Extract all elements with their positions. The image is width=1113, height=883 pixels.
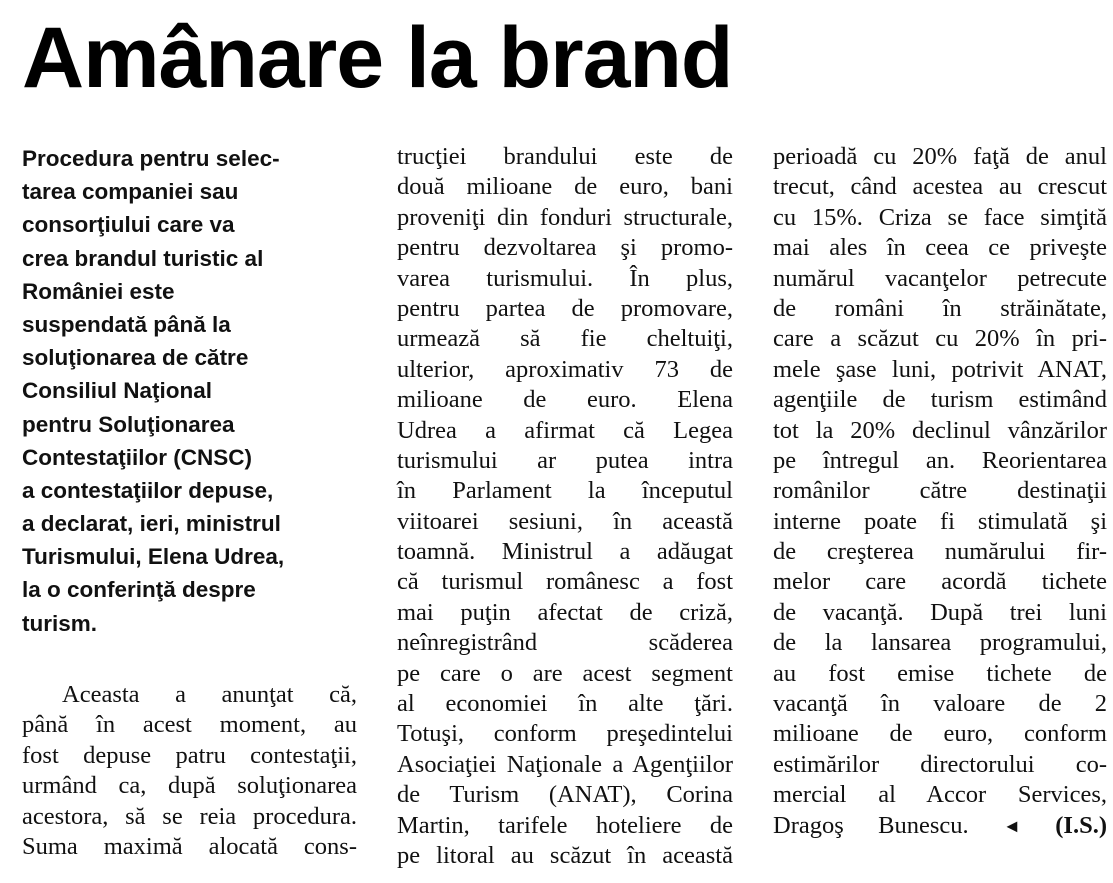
text-line: Asociaţiei Naţionale a Agenţiilor	[397, 750, 733, 778]
text-line: Consiliul Naţional	[22, 378, 213, 404]
text-line: consorţiului care va	[22, 212, 235, 238]
text-line: trecut, când acestea au crescut	[773, 173, 1107, 201]
text-line: până în acest moment, au	[22, 711, 357, 739]
text-line: în Parlament la începutul	[397, 477, 733, 505]
text-line: de români în străinătate,	[773, 294, 1107, 322]
text-line: toamnă. Ministrul a adăugat	[397, 538, 733, 566]
text-line: pe litoral au scăzut în această	[397, 841, 733, 869]
text-line: românilor către destinaţii	[773, 477, 1107, 505]
column-1-body	[22, 680, 357, 862]
text-line: agenţiile de turism estimând	[773, 386, 1107, 414]
text-line: mele şase luni, potrivit ANAT,	[773, 355, 1107, 383]
text-line: de la lansarea programului,	[773, 629, 1107, 657]
text-line: Udrea a afirmat că Legea	[397, 416, 733, 444]
text-line: Martin, tarifele hoteliere de	[397, 811, 733, 839]
text-line: crea brandul turistic al	[22, 245, 264, 271]
text-line: mai puţin afectat de criză,	[397, 598, 733, 626]
end-of-article-arrow-icon: ◄	[1003, 815, 1021, 836]
text-line: pentru Soluţionarea	[22, 411, 235, 437]
text-line: Aceasta a anunţat că,	[62, 681, 357, 708]
text-line: Suma maximă alocată cons-	[22, 832, 357, 860]
text-line: al economiei în alte ţări.	[397, 690, 733, 718]
text-line: viitoarei sesiuni, în această	[397, 507, 733, 535]
text-line: trucţiei brandului este de	[397, 143, 733, 170]
text-line: suspendată până la	[22, 311, 231, 337]
text-line: interne poate fi stimulată şi	[773, 507, 1107, 535]
text-line: Turismului, Elena Udrea,	[22, 544, 285, 570]
text-line: tarea companiei sau	[22, 179, 239, 205]
author-signature: (I.S.)	[1055, 811, 1107, 839]
text-line: vacanţă în valoare de 2	[773, 690, 1107, 718]
text-line: la o conferinţă despre	[22, 577, 256, 603]
text-line: de creşterea numărului fir-	[773, 538, 1107, 566]
lead-paragraph	[22, 142, 352, 640]
text-line: soluţionarea de către	[22, 345, 249, 371]
text-line: Totuşi, conform preşedintelui	[397, 720, 733, 748]
text-line: acestora, să se reia procedura.	[22, 802, 357, 830]
text-line: tot la 20% declinul vânzărilor	[773, 416, 1107, 444]
text-line: pe întregul an. Reorientarea	[773, 446, 1107, 474]
text-line: fost depuse patru contestaţii,	[22, 741, 357, 769]
text-line: estimărilor directorului co-	[773, 750, 1107, 778]
text-line: proveniţi din fonduri structurale,	[397, 203, 733, 231]
text-line: de Turism (ANAT), Corina	[397, 781, 733, 809]
text-line: au fost emise tichete de	[773, 659, 1107, 687]
text-line: Contestaţiilor (CNSC)	[22, 444, 252, 470]
column-3	[773, 142, 1107, 841]
text-line: Dragoş Bunescu.	[773, 811, 969, 839]
text-line: care a scăzut cu 20% în pri-	[773, 325, 1107, 353]
text-line: varea turismului. În plus,	[397, 264, 733, 292]
text-line: cu 15%. Criza se face simţită	[773, 203, 1107, 231]
text-line: pentru partea de promovare,	[397, 294, 733, 322]
text-line: Procedura pentru selec-	[22, 146, 280, 171]
text-line: milioane de euro. Elena	[397, 386, 733, 414]
text-line: perioadă cu 20% faţă de anul	[773, 143, 1107, 170]
text-line: melor care acordă tichete	[773, 568, 1107, 596]
text-line: neînregistrând scăderea	[397, 629, 733, 657]
text-line: că turismul românesc a fost	[397, 568, 733, 596]
text-line: două milioane de euro, bani	[397, 173, 733, 201]
text-line: a declarat, ieri, ministrul	[22, 511, 281, 537]
text-line: pe care o are acest segment	[397, 659, 733, 687]
text-line: turism.	[22, 610, 98, 636]
text-line: urmează să fie cheltuiţi,	[397, 325, 733, 353]
text-line: turismului ar putea intra	[397, 446, 733, 474]
text-line: mercial al Accor Services,	[773, 781, 1107, 809]
text-line: mai ales în ceea ce priveşte	[773, 234, 1107, 262]
text-line: milioane de euro, conform	[773, 720, 1107, 748]
article-headline: Amânare la brand	[22, 10, 733, 106]
text-line: urmând ca, după soluţionarea	[22, 772, 357, 800]
closing-line	[773, 811, 1107, 841]
text-line: de vacanţă. După trei luni	[773, 598, 1107, 626]
column-2	[397, 142, 733, 871]
text-line: a contestaţiilor depuse,	[22, 477, 274, 503]
text-line: numărul vacanţelor petrecute	[773, 264, 1107, 292]
text-line: pentru dezvoltarea şi promo-	[397, 234, 733, 262]
text-line: ulterior, aproximativ 73 de	[397, 355, 733, 383]
text-line: României este	[22, 278, 175, 304]
